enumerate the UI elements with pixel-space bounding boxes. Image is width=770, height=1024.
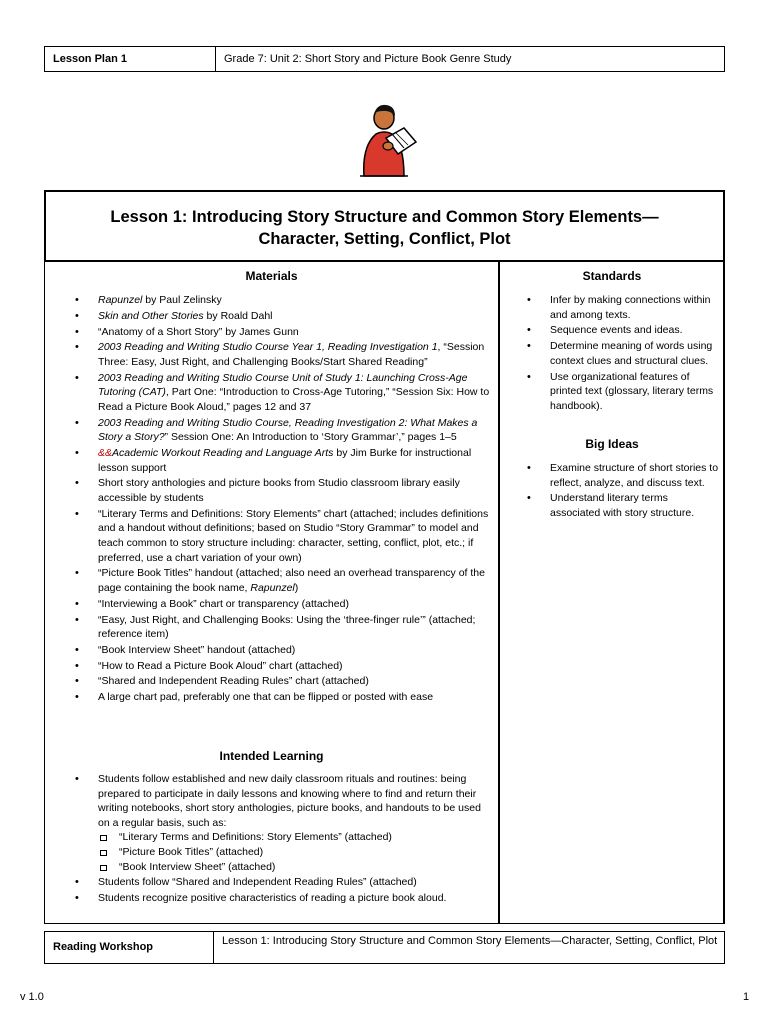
lesson-title-box [44,190,725,262]
list-item: • Infer by making connections within and among texts. [550,293,720,322]
page-number: 1 [743,991,750,1003]
big-ideas-list [550,461,720,522]
list-item: • Examine structure of short stories to reflect, analyze, and discuss text. [550,461,720,490]
big-ideas-heading: Big Ideas [585,437,639,451]
section-text: Lesson 1: Introducing Story Structure and Common Story Elements—Character, Setting, Conflict, Plot [222,935,718,947]
standards-heading: Standards [582,269,642,283]
list-item: • “Book Interview Sheet” handout (attached) [98,643,493,658]
lesson-body [44,262,725,924]
sub-list-item: “Book Interview Sheet” (attached) [119,860,493,875]
sub-list [98,830,493,874]
list-item: • Use organizational features of printed text (glossary, literary terms handbook). [550,370,720,414]
list-item: • “Interviewing a Book” chart or transparency (attached) [98,597,493,612]
sub-list-item: “Literary Terms and Definitions: Story Elements” (attached) [119,830,493,845]
list-item: • A large chart pad, preferably one that can be flipped or posted with ease [98,690,493,705]
unit-title: Grade 7: Unit 2: Short Story and Picture Book Genre Study [224,53,512,65]
intended-learning-list [98,772,493,907]
lesson-title-line-2: Character, Setting, Conflict, Plot [258,230,511,248]
list-item: • 2003 Reading and Writing Studio Course, Reading Investigation 2: What Makes a Story a Story?” Session One: An Introduction to ‘Story Grammar’,” pages 1–5 [98,416,493,445]
list-item: • Sequence events and ideas. [550,323,720,338]
list-item: • Students follow established and new daily classroom rituals and routines: being prepared to participate in daily lessons and knowing where to find and return their writing notebooks, short story anthologies, picture books, and handouts to be used on a regular basis, such as: “Literary Terms and Definitions: Story Elements” (attached) “Picture Book Titles” (attached) “Book Interview Sheet” (attached) [98,772,493,874]
list-item: • Skin and Other Stories by Roald Dahl [98,309,493,324]
list-item: • 2003 Reading and Writing Studio Course Unit of Study 1: Launching Cross-Age Tutoring (CAT), Part One: “Introduction to Cross-Age Tutoring,” “Session Six: How to Read a Picture Book Aloud,” pages 12 and 37 [98,371,493,415]
list-item: • Rapunzel by Paul Zelinsky [98,293,493,308]
list-item: • “Picture Book Titles” handout (attached; also need an overhead transparency of the page containing the book name, Rapunzel) [98,566,493,595]
footer-table [44,931,725,964]
list-item: • Understand literary terms associated with story structure. [550,491,720,520]
materials-list [98,293,493,706]
version-label: v 1.0 [20,991,44,1003]
sub-list-item: “Picture Book Titles” (attached) [119,845,493,860]
materials-heading: Materials [245,269,298,283]
intended-learning-heading: Intended Learning [219,749,324,763]
list-item: • “Easy, Just Right, and Challenging Books: Using the ‘three-finger rule’” (attached; reference item) [98,613,493,642]
section-label: Reading Workshop [45,932,214,963]
list-item: • Students recognize positive characteristics of reading a picture book aloud. [98,891,493,906]
standards-list [550,293,720,415]
list-item: • Students follow “Shared and Independent Reading Rules” (attached) [98,875,493,890]
list-item: • “Anatomy of a Short Story” by James Gunn [98,325,493,340]
workout-glyph-icon: && [98,447,113,460]
list-item: • “Literary Terms and Definitions: Story Elements” chart (attached; includes definitions and a handout without definitions; based on Studio “Story Grammar” to model and teach common to story structure including: character, setting, conflict, plot, etc.; if preferred, use a chart variation of your own) [98,507,493,565]
list-item: • Determine meaning of words using context clues and structural clues. [550,339,720,368]
header-table [44,46,725,72]
list-item: • 2003 Reading and Writing Studio Course Year 1, Reading Investigation 1, “Session Three: Easy, Just Right, and Challenging Books/Start Shared Reading” [98,340,493,369]
list-item: • &&Academic Workout Reading and Language Arts by Jim Burke for instructional lesson support [98,446,493,475]
lesson-title-line-1: Lesson 1: Introducing Story Structure and Common Story Elements— [110,208,659,226]
list-item: • Short story anthologies and picture books from Studio classroom library easily accessible by students [98,476,493,505]
reading-student-illustration [346,98,424,180]
lesson-label: Lesson Plan 1 [45,47,216,71]
column-divider [498,262,500,923]
list-item: • “How to Read a Picture Book Aloud” chart (attached) [98,659,493,674]
list-item: • “Shared and Independent Reading Rules” chart (attached) [98,674,493,689]
